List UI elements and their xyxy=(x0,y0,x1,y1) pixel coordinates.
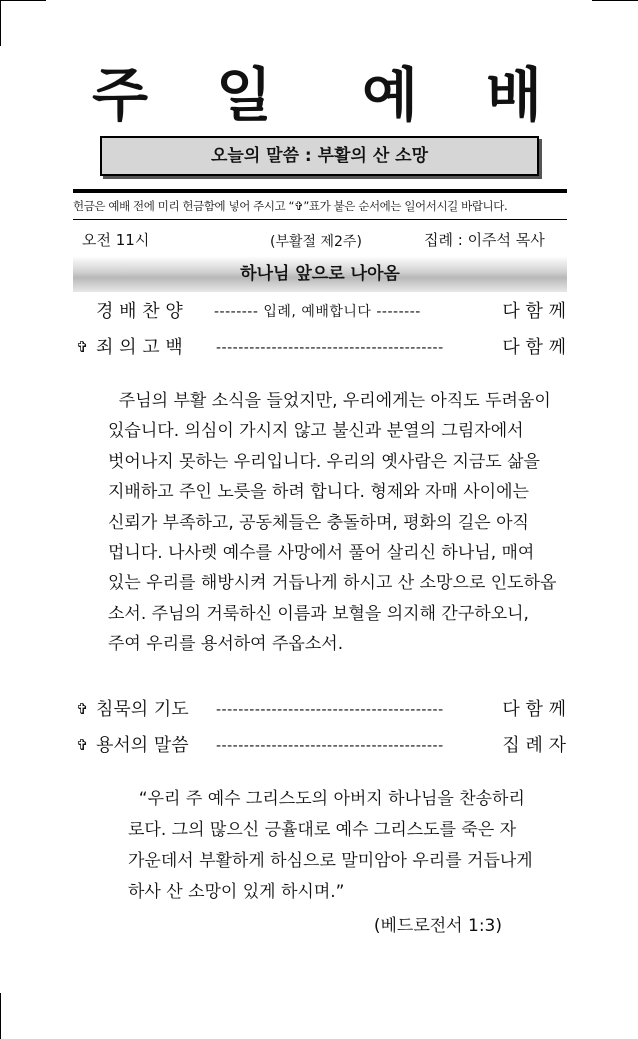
standing-cross-icon: ✞ xyxy=(76,700,89,718)
scripture-line: 가운데서 부활하게 하심으로 말미암아 우리를 거듭나게 xyxy=(128,851,533,871)
church-season: (부활절 제2주) xyxy=(270,234,362,250)
order-label: 침묵의 기도 xyxy=(96,699,189,720)
standing-cross-icon: ✞ xyxy=(76,736,89,754)
order-leader-line: ----------------------------------------- xyxy=(216,702,444,718)
title-char-2: 일 xyxy=(215,61,276,129)
order-participant: 다 함 께 xyxy=(502,699,566,720)
offering-notice: 헌금은 예배 전에 미리 헌금함에 넣어 주시고 “✞”표가 붙은 순서에는 일어서시길 바랍니다. xyxy=(73,199,508,213)
order-participant: 집 례 자 xyxy=(502,735,566,756)
crop-mark-top-left xyxy=(0,0,1,46)
crop-mark-top-left-h xyxy=(0,0,46,1)
order-label: 죄 의 고 백 xyxy=(96,337,183,358)
crop-mark-bottom-left xyxy=(0,993,1,1039)
scripture-quote xyxy=(128,784,533,908)
order-leader-line: ----------------------------------------- xyxy=(216,340,444,356)
order-leader-line: -------- 입례, 예배합니다 -------- xyxy=(214,304,421,320)
order-row-praise xyxy=(76,298,566,326)
prayer-line: 주님의 부활 소식을 들었지만, 우리에게는 아직도 두려움이 xyxy=(108,391,551,411)
scripture-line: “우리 주 예수 그리스도의 아버지 하나님을 찬송하리 xyxy=(128,789,525,809)
service-time: 오전 11시 xyxy=(82,231,150,249)
order-row-silent-prayer xyxy=(76,696,566,724)
order-participant: 다 함 께 xyxy=(502,301,566,322)
order-leader-line: ----------------------------------------- xyxy=(216,738,444,754)
divider-thick xyxy=(73,189,567,193)
order-row-confession xyxy=(76,334,566,362)
order-participant: 다 함 께 xyxy=(502,337,566,358)
page-title xyxy=(0,60,638,130)
title-char-1: 주 xyxy=(91,61,152,129)
section-title-bar: 하나님 앞으로 나아옴 xyxy=(73,256,567,292)
divider-thin xyxy=(73,219,567,220)
scripture-line: 하사 산 소망이 있게 하시며.” xyxy=(128,882,345,902)
order-row-assurance xyxy=(76,732,566,760)
prayer-line: 지배하고 주인 노릇을 하려 합니다. 형제와 자매 사이에는 xyxy=(108,482,529,503)
scripture-reference: (베드로전서 1:3) xyxy=(373,916,502,936)
title-char-3: 예 xyxy=(362,61,423,129)
prayer-line: 신뢰가 부족하고, 공동체들은 충돌하며, 평화의 길은 아직 xyxy=(108,512,529,533)
order-label: 용서의 말씀 xyxy=(96,735,189,756)
sermon-theme-box: 오늘의 말씀 : 부활의 산 소망 xyxy=(100,136,539,176)
prayer-line: 주여 우리를 용서하여 주옵소서. xyxy=(108,634,344,655)
crop-mark-top-right xyxy=(592,0,638,1)
standing-cross-icon: ✞ xyxy=(76,338,89,356)
confession-prayer xyxy=(108,386,557,660)
prayer-line: 멉니다. 나사렛 예수를 사망에서 풀어 살리신 하나님, 매여 xyxy=(108,543,535,564)
order-label: 경 배 찬 양 xyxy=(96,301,183,322)
prayer-line: 벗어나지 못하는 우리입니다. 우리의 옛사람은 지금도 삶을 xyxy=(108,451,540,472)
scripture-line: 로다. 그의 많으신 긍휼대로 예수 그리스도를 죽은 자 xyxy=(128,820,517,840)
title-char-4: 배 xyxy=(486,61,547,129)
prayer-line: 있는 우리를 해방시켜 거듭나게 하시고 산 소망으로 인도하옵 xyxy=(108,573,557,594)
officiant: 집례 : 이주석 목사 xyxy=(424,231,545,249)
prayer-line: 소서. 주님의 거룩하신 이름과 보혈을 의지해 간구하오니, xyxy=(108,603,529,624)
prayer-line: 있습니다. 의심이 가시지 않고 불신과 분열의 그림자에서 xyxy=(108,421,524,442)
